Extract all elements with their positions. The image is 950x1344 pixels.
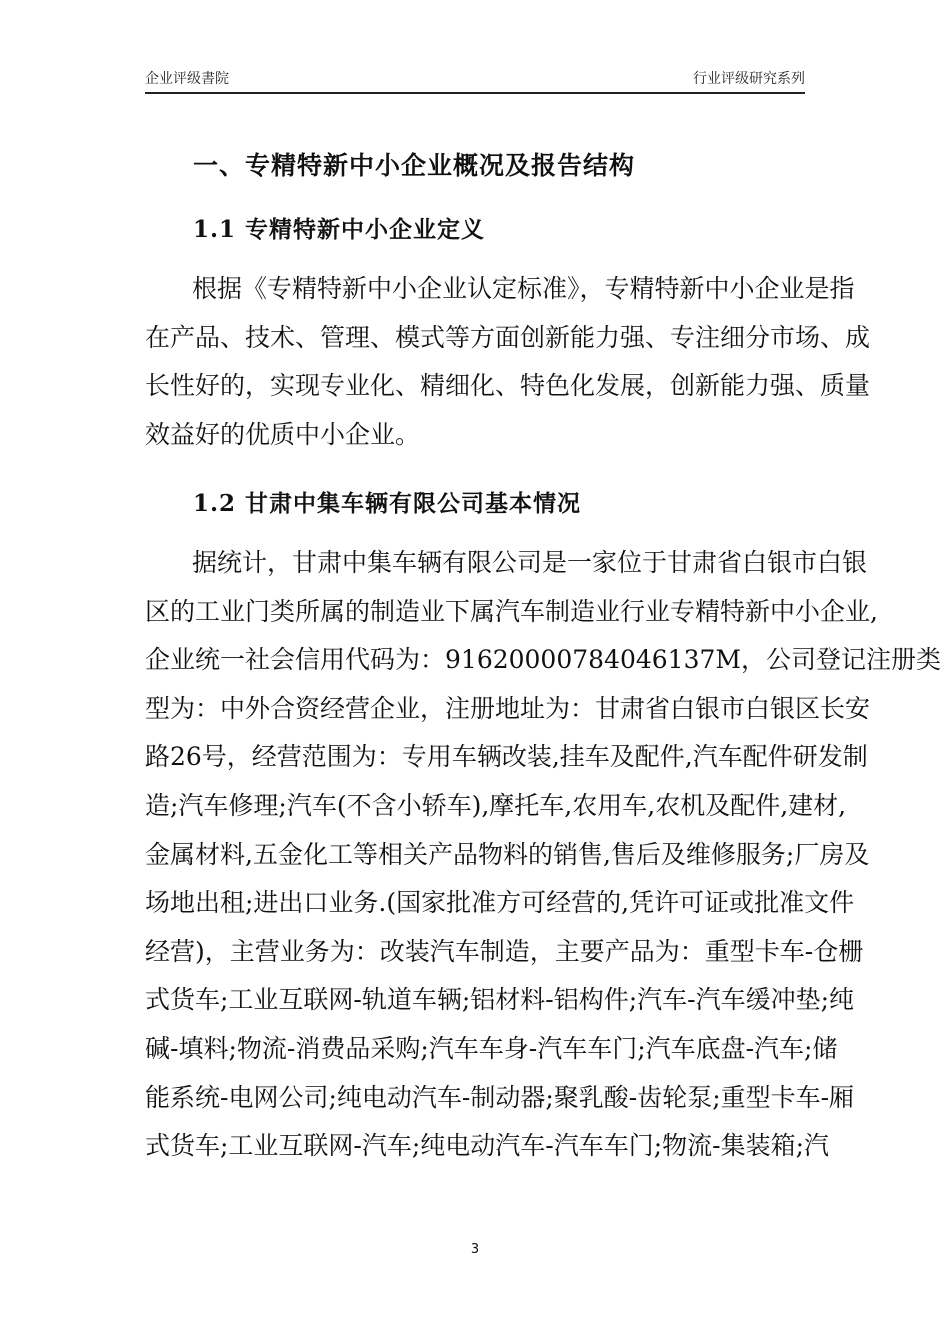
paragraph-line: 长性好的，实现专业化、精细化、特色化发展，创新能力强、质量: [145, 371, 871, 401]
paragraph-line: 效益好的优质中小企业。: [145, 419, 421, 449]
paragraph-line: 式货车;工业互联网-汽车;纯电动汽车-汽车车门;物流-集装箱;汽: [145, 1131, 830, 1161]
page-number: 3: [470, 1242, 480, 1257]
paragraph-line: 路26号，经营范围为：专用车辆改装,挂车及配件,汽车配件研发制: [145, 742, 868, 772]
paragraph-definition: [145, 265, 871, 459]
paragraph-line: 企业统一社会信用代码为：91620000784046137M，公司登记注册类: [145, 645, 941, 675]
header-left-title: 企业评级書院: [145, 71, 229, 87]
paragraph-line: 在产品、技术、管理、模式等方面创新能力强、专注细分市场、成: [145, 322, 871, 352]
paragraph-line: 经营)，主营业务为：改装汽车制造，主要产品为：重型卡车-仓栅: [145, 936, 864, 966]
paragraph-line: 区的工业门类所属的制造业下属汽车制造业行业专精特新中小企业,: [145, 596, 878, 626]
paragraph-line: 根据《专精特新中小企业认定标准》，专精特新中小企业是指: [192, 274, 855, 303]
section-title: 一、专精特新中小企业概况及报告结构: [193, 151, 636, 180]
paragraph-line: 式货车;工业互联网-轨道车辆;铝材料-铝构件;汽车-汽车缓冲垫;纯: [145, 985, 855, 1015]
paragraph-line: 金属材料,五金化工等相关产品物料的销售,售后及维修服务;厂房及: [145, 839, 870, 869]
paragraph-line: 场地出租;进出口业务.(国家批准方可经营的,凭许可证或批准文件: [145, 888, 855, 918]
subsection-title-1-1: 1.1 专精特新中小企业定义: [193, 216, 486, 243]
paragraph-company-info: [145, 539, 941, 1171]
paragraph-line: 能系统-电网公司;纯电动汽车-制动器;聚乳酸-齿轮泵;重型卡车-厢: [145, 1082, 855, 1112]
paragraph-line: 碱-填料;物流-消费品采购;汽车车身-汽车车门;汽车底盘-汽车;储: [145, 1033, 838, 1063]
paragraph-line: 据统计，甘肃中集车辆有限公司是一家位于甘肃省白银市白银: [192, 548, 868, 577]
paragraph-line: 型为：中外合资经营企业，注册地址为：甘肃省白银市白银区长安: [145, 693, 871, 723]
header-divider: [145, 92, 805, 94]
subsection-title-1-2: 1.2 甘肃中集车辆有限公司基本情况: [193, 490, 582, 517]
paragraph-line: 造;汽车修理;汽车(不含小轿车),摩托车,农用车,农机及配件,建材,: [145, 790, 847, 820]
header-right-title: 行业评级研究系列: [693, 71, 805, 87]
